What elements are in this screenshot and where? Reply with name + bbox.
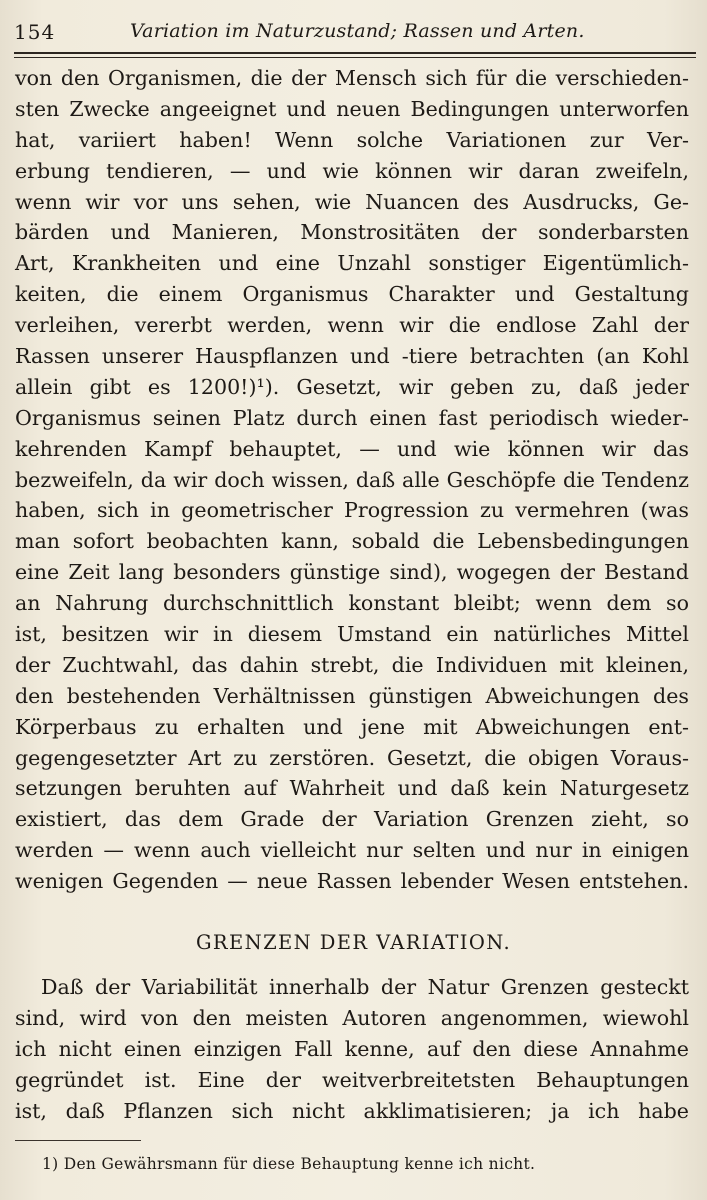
text-line: verleihen, vererbt werden, wenn wir die endlose Zahl der xyxy=(15,313,689,338)
text-line: Rassen unserer Hauspflanzen und -tiere betrachten (an Kohl xyxy=(15,344,689,369)
text-line: ist, daß Pflanzen sich nicht akklimatisieren; ja ich habe xyxy=(15,1098,689,1123)
text-line: erbung tendieren, — und wie können wir daran zweifeln, xyxy=(15,158,689,183)
text-line: Organismus seinen Platz durch einen fast periodisch wieder- xyxy=(15,405,689,430)
paragraph-1 xyxy=(15,63,689,897)
header-rule xyxy=(14,52,696,54)
page-header xyxy=(14,18,694,48)
text-line: man sofort beobachten kann, sobald die Lebensbedingungen xyxy=(15,529,689,554)
text-line: setzungen beruhten auf Wahrheit und daß kein Naturgesetz xyxy=(15,776,689,801)
text-line: an Nahrung durchschnittlich konstant bleibt; wenn dem so xyxy=(15,591,689,616)
text-line: Körperbaus zu erhalten und jene mit Abweichungen ent- xyxy=(15,714,689,739)
header-rule-thin xyxy=(14,57,696,58)
text-line: werden — wenn auch vielleicht nur selten und nur in einigen xyxy=(15,838,689,863)
text-line: hat, variiert haben! Wenn solche Variationen zur Ver- xyxy=(15,127,689,152)
text-line: kehrenden Kampf behauptet, — und wie können wir das xyxy=(15,436,689,461)
text-line: gegründet ist. Eine der weitverbreitetsten Behauptungen xyxy=(15,1067,689,1092)
text-line: der Zuchtwahl, das dahin strebt, die Individuen mit kleinen, xyxy=(15,652,689,677)
text-line: Daß der Variabilität innerhalb der Natur Grenzen gesteckt xyxy=(41,975,689,999)
section-heading: GRENZEN DER VARIATION. xyxy=(195,931,512,954)
text-line: ich nicht einen einzigen Fall kenne, auf den diese Annahme xyxy=(15,1036,689,1061)
footnote: 1) Den Gewährsmann für diese Behauptung kenne ich nicht. xyxy=(42,1155,536,1173)
text-line: haben, sich in geometrischer Progression zu vermehren (was xyxy=(15,498,689,523)
footnote-rule xyxy=(15,1140,141,1141)
running-head: Variation im Naturzustand; Rassen und Arten. xyxy=(130,20,585,42)
text-line: bezweifeln, da wir doch wissen, daß alle Geschöpfe die Tendenz xyxy=(15,467,689,492)
text-line: von den Organismen, die der Mensch sich für die verschieden- xyxy=(15,66,689,90)
text-line: bärden und Manieren, Monstrositäten der sonderbarsten xyxy=(15,220,689,245)
text-line: Art, Krankheiten und eine Unzahl sonstiger Eigentümlich- xyxy=(15,251,689,276)
text-line: allein gibt es 1200!)¹). Gesetzt, wir geben zu, daß jeder xyxy=(15,374,689,399)
text-line: eine Zeit lang besonders günstige sind), wogegen der Bestand xyxy=(15,560,689,585)
text-line: ist, besitzen wir in diesem Umstand ein natürliches Mittel xyxy=(15,622,689,647)
text-line: gegengesetzter Art zu zerstören. Gesetzt, die obigen Voraus- xyxy=(15,745,689,770)
text-line: wenn wir vor uns sehen, wie Nuancen des Ausdrucks, Ge- xyxy=(15,189,689,214)
text-line: sten Zwecke angeeignet und neuen Bedingungen unterworfen xyxy=(15,96,689,121)
text-line: keiten, die einem Organismus Charakter und Gestaltung xyxy=(15,282,689,307)
page-number: 154 xyxy=(14,20,56,44)
text-line: den bestehenden Verhältnissen günstigen Abweichungen des xyxy=(15,683,689,708)
text-line: existiert, das dem Grade der Variation Grenzen zieht, so xyxy=(15,807,689,832)
text-line: sind, wird von den meisten Autoren angenommen, wiewohl xyxy=(15,1005,689,1030)
text-line: wenigen Gegenden — neue Rassen lebender Wesen entstehen. xyxy=(15,869,689,894)
paragraph-2 xyxy=(15,972,689,1126)
